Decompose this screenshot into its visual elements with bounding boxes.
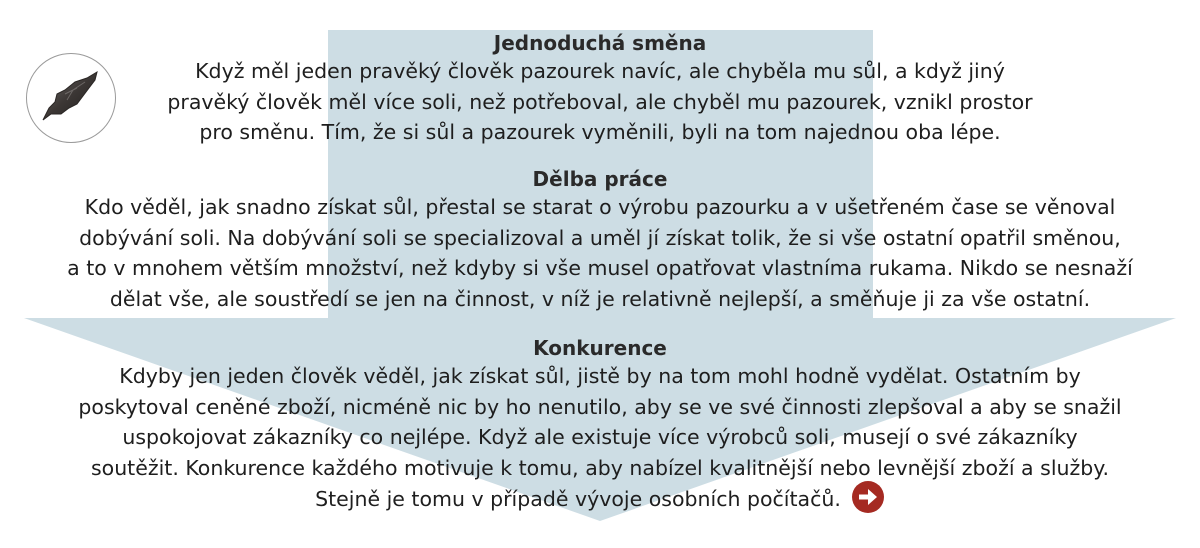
- section-jednoducha-smena: [0, 30, 1200, 148]
- text-line: Stejně je tomu v případě vývoje osobních počítačů.: [315, 487, 841, 511]
- text-line: Kdyby jen jeden člověk věděl, jak získat sůl, jistě by na tom mohl hodně vydělat. Ostatním by: [119, 364, 1081, 388]
- next-button[interactable]: [851, 480, 885, 514]
- section-title: Konkurence: [533, 336, 667, 360]
- section-body: [110, 56, 1090, 148]
- section-delba-prace: [0, 166, 1200, 314]
- section-title: Jednoduchá směna: [493, 31, 707, 55]
- section-konkurence: [0, 335, 1200, 517]
- text-line: Kdo věděl, jak snadno získat sůl, přestal se starat o výrobu pazourku a v ušetřeném čase se věnoval: [84, 195, 1116, 219]
- text-line: dělat vše, ale soustředí se jen na činnost, v níž je relativně nejlepší, a směňuje ji za vše ostatní.: [109, 286, 1091, 311]
- text-line: dobývání soli. Na dobývání soli se specializoval a uměl jí získat tolik, že si vše ostatní opatřil směnou,: [79, 225, 1121, 250]
- text-line: uspokojovat zákazníky co nejlépe. Když ale existuje více výrobců soli, musejí o své zákazníky: [122, 425, 1078, 449]
- text-line: pro směnu. Tím, že si sůl a pazourek vyměnili, byli na tom najednou oba lépe.: [199, 120, 1001, 144]
- section-title: Dělba práce: [532, 167, 668, 191]
- arrow-right-circle-icon: [851, 480, 885, 514]
- section-body: [20, 192, 1180, 314]
- text-line: Když měl jeden pravěký člověk pazourek navíc, ale chyběla mu sůl, a když jiný: [195, 59, 1005, 83]
- text-line: soutěžit. Konkurence každého motivuje k tomu, aby nabízel kvalitnější nebo levnější zboží a služby.: [90, 455, 1110, 480]
- text-line: pravěký člověk měl více soli, než potřeboval, ale chyběl mu pazourek, vznikl prostor: [167, 89, 1033, 114]
- text-line: poskytoval ceněné zboží, nicméně nic by ho nenutilo, aby se ve své činnosti zlepšoval a aby se snažil: [78, 394, 1122, 419]
- text-line: a to v mnohem větším množství, než kdyby si vše musel opatřovat vlastníma rukama. Nikdo se nesnaží: [67, 256, 1133, 280]
- section-body: [30, 361, 1170, 517]
- flint-arrowhead-icon: [26, 53, 116, 143]
